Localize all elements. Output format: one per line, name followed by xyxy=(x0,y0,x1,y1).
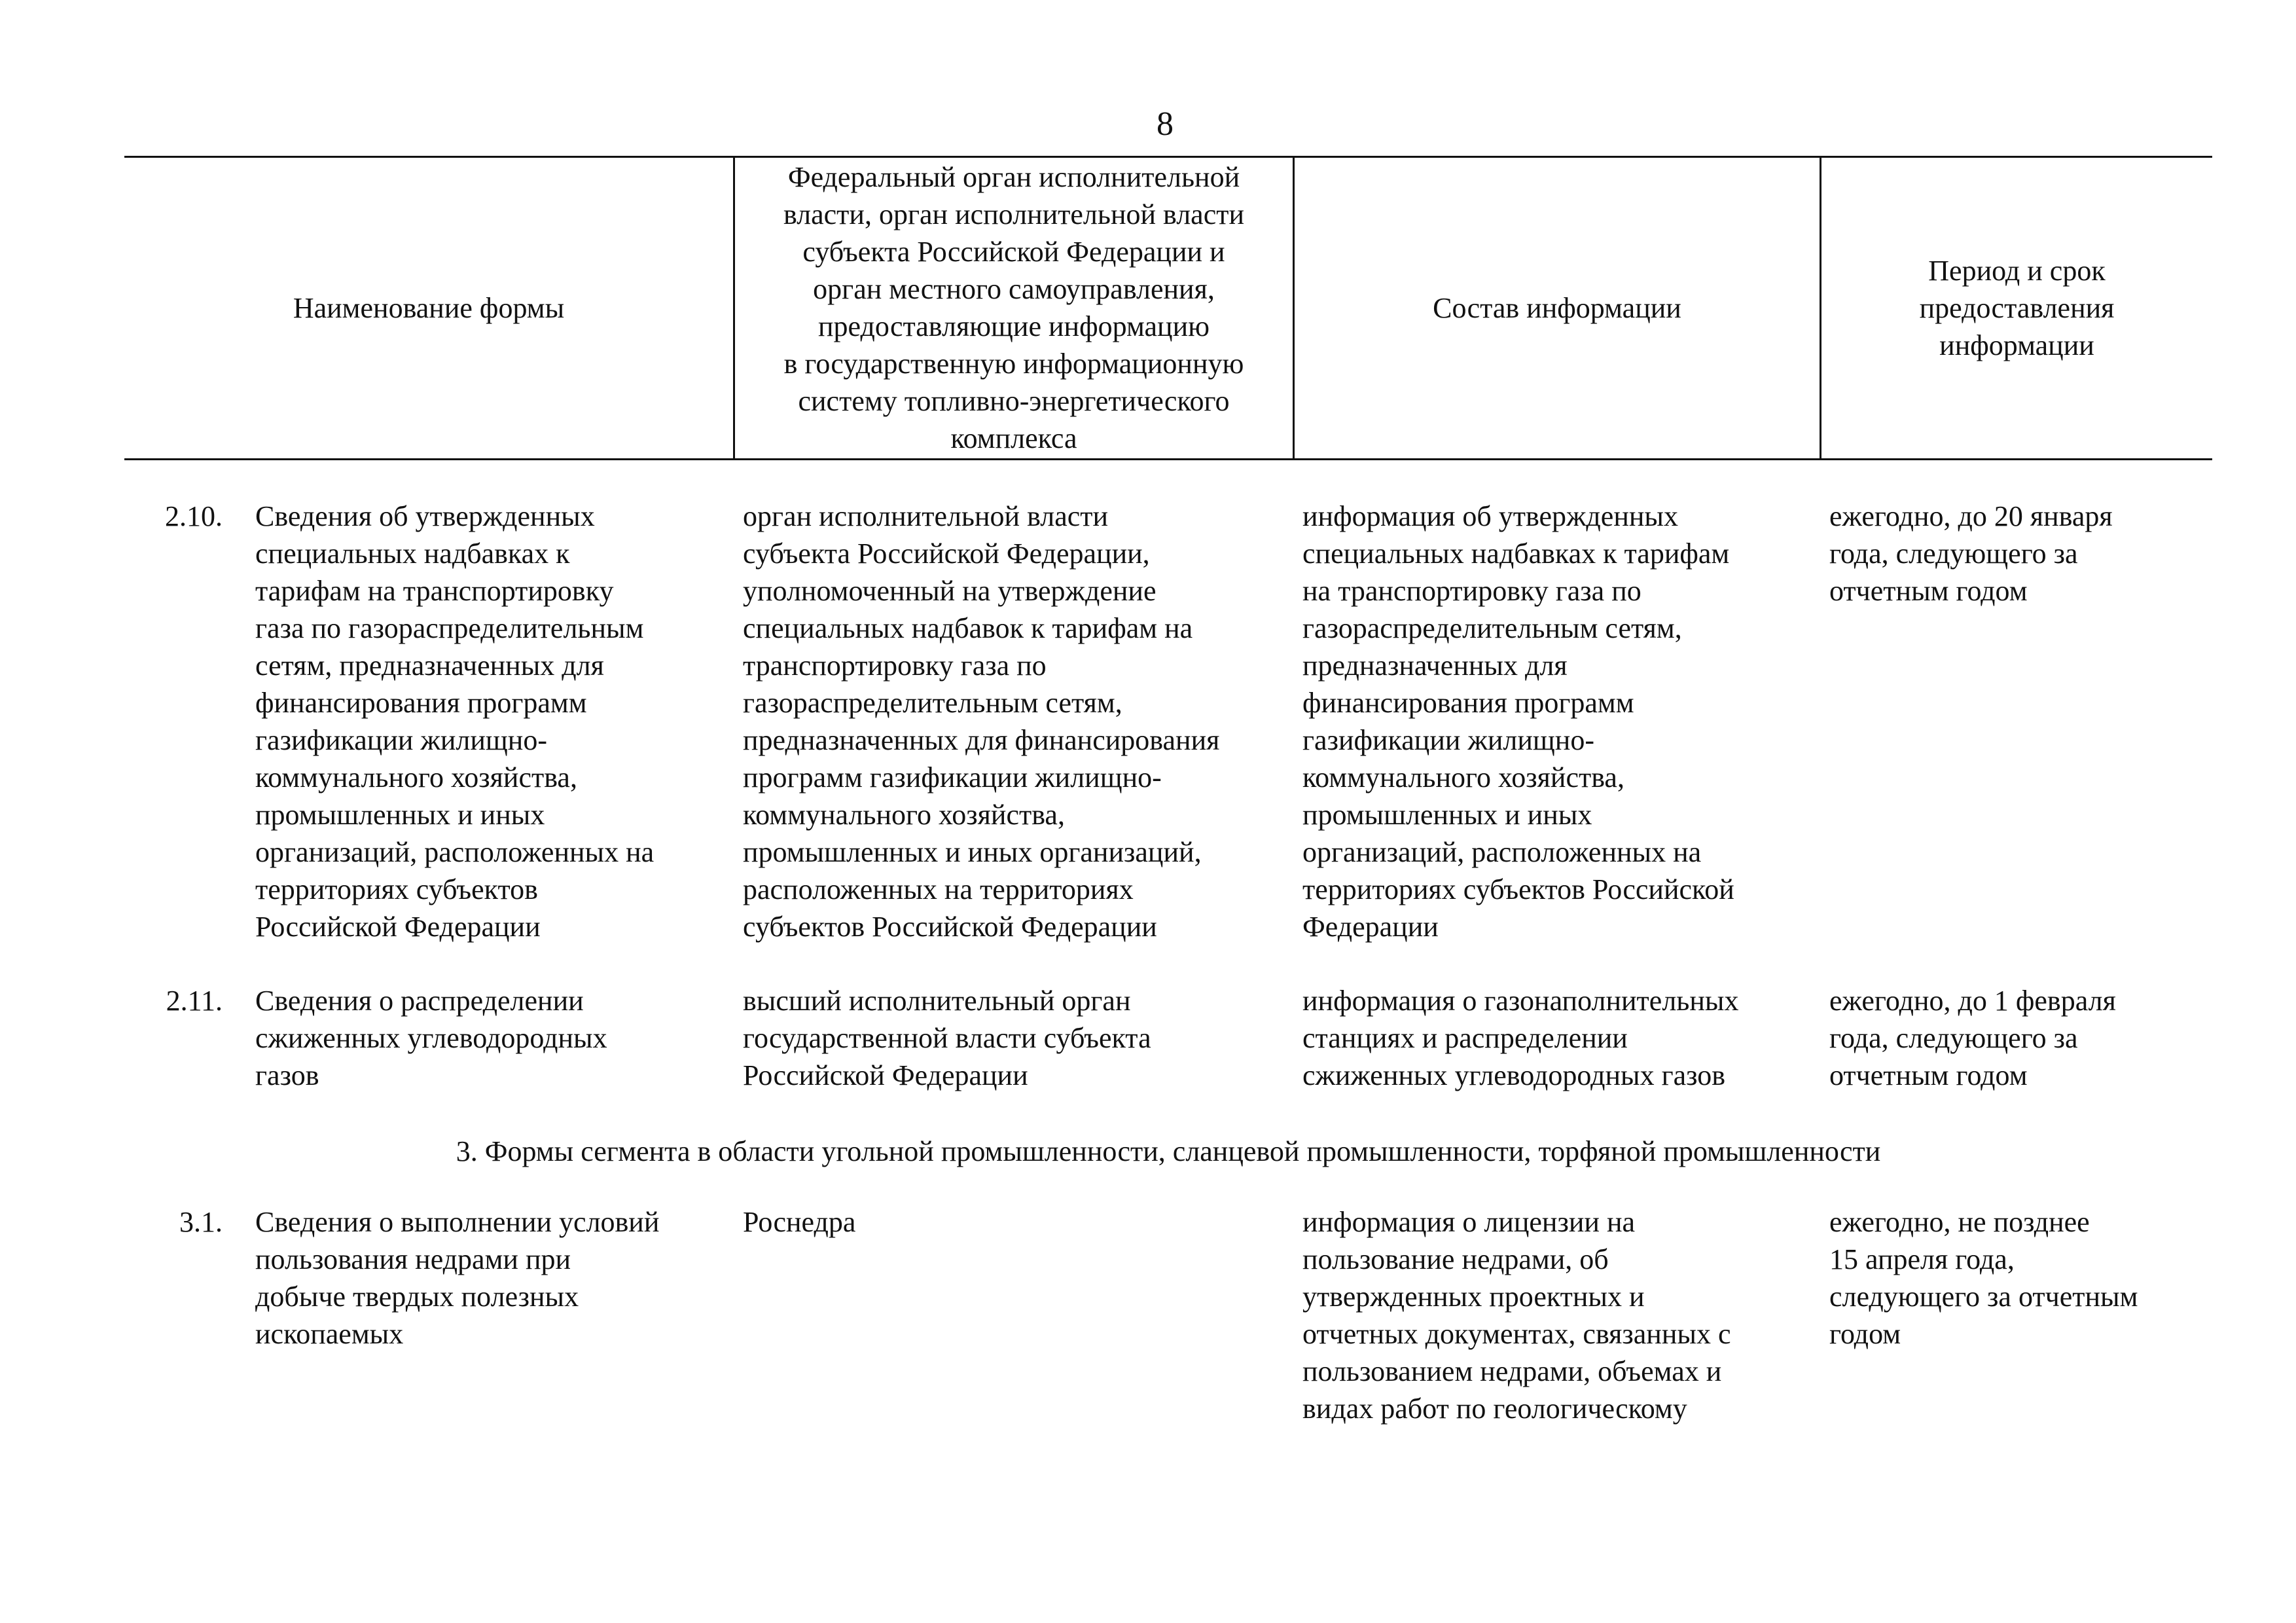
header-form-name: Наименование формы xyxy=(293,291,565,324)
row-number: 2.10. xyxy=(165,500,223,532)
row-period: ежегодно, не позднее 15 апреля года, следующего за отчетным годом xyxy=(1829,1206,2138,1350)
row-form-name: Сведения об утвержденных специальных надбавках к тарифам на транспортировку газа по газораспределительным сетям, предназначенных для финансирования программ газификации жилищно- коммунального хозяйства, промышленных и иных организаций, расположенных на территориях субъектов Российской Федерации xyxy=(255,500,655,943)
header-period: Период и срок предоставления информации xyxy=(1919,254,2115,361)
row-information-content: информация об утвержденных специальных надбавках к тарифам на транспортировку газа по газораспределительным сетям, предназначенных для финансирования программ газификации жилищно- коммунального хозяйства, промышленных и иных организаций, расположенных на территориях субъектов Российской Федерации xyxy=(1302,500,1734,943)
row-form-name: Сведения о выполнении условий пользования недрами при добыче твердых полезных ископаемых xyxy=(255,1206,660,1350)
row-period: ежегодно, до 20 января года, следующего за отчетным годом xyxy=(1829,500,2113,607)
header-information-content: Состав информации xyxy=(1433,291,1681,324)
row-information-content: информация о лицензии на пользование недрами, об утвержденных проектных и отчетных документах, связанных с пользованием недрами, объемах и видах работ по геологическому xyxy=(1302,1206,1731,1425)
row-authority: высший исполнительный орган государственной власти субъекта Российской Федерации xyxy=(743,985,1151,1091)
row-authority: орган исполнительной власти субъекта Российской Федерации, уполномоченный на утверждение специальных надбавок к тарифам на транспортировку газа по газораспределительным сетям, предназначенных для финансирования программ газификации жилищно- коммунального хозяйства, промышленных и иных организаций, расположенных на территориях субъектов Российской Федерации xyxy=(743,500,1220,943)
row-number: 2.11. xyxy=(166,985,223,1017)
row-number: 3.1. xyxy=(179,1206,223,1238)
row-period: ежегодно, до 1 февраля года, следующего за отчетным годом xyxy=(1829,985,2116,1091)
header-authority: Федеральный орган исполнительной власти, орган исполнительной власти субъекта Российской Федерации и орган местного самоуправления, предоставляющие информацию в государственную информационную систему топливно-энергетического комплекса xyxy=(783,161,1245,454)
table-header-bottom-rule xyxy=(124,458,2212,460)
section-title: 3. Формы сегмента в области угольной промышленности, сланцевой промышленности, торфяной промышленности xyxy=(456,1135,1881,1167)
row-form-name: Сведения о распределении сжиженных углеводородных газов xyxy=(255,985,607,1091)
page-number: 8 xyxy=(1157,105,1174,143)
row-authority: Роснедра xyxy=(743,1206,856,1238)
row-information-content: информация о газонаполнительных станциях и распределении сжиженных углеводородных газов xyxy=(1302,985,1739,1091)
